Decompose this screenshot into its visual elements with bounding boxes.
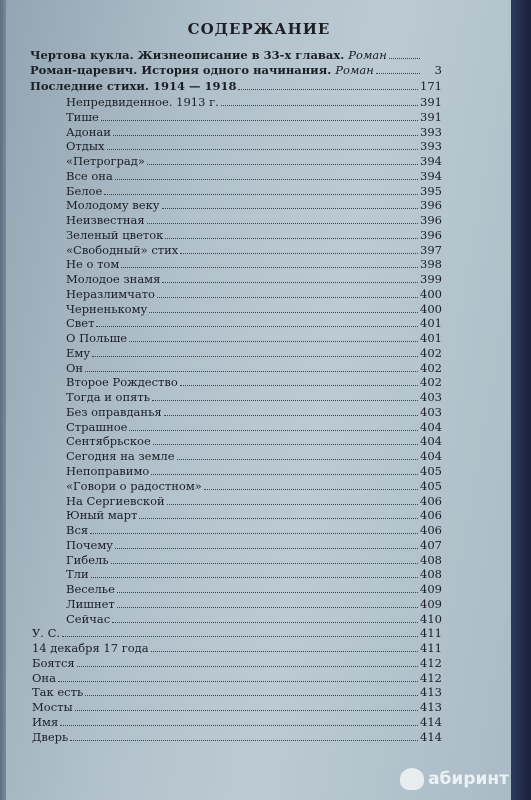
dot-leader [147, 222, 418, 224]
dot-leader [107, 148, 419, 150]
dot-leader [151, 650, 418, 652]
toc-entry-title: Непредвиденное. 1913 г. [66, 95, 219, 109]
toc-page-number: 410 [420, 611, 442, 626]
toc-entry-title: Второе Рождество [66, 375, 178, 390]
toc-page-number: 413 [420, 700, 442, 715]
toc-entry [32, 626, 442, 640]
dot-leader [62, 635, 418, 637]
toc-entry-title: Мосты [32, 700, 73, 715]
toc-entry-title: Адонаи [66, 124, 111, 139]
toc-entry [32, 685, 442, 699]
dot-leader [92, 355, 418, 357]
toc-entry-title: Лишнет [66, 596, 115, 611]
toc-page-number: 404 [420, 419, 442, 434]
dot-leader [77, 665, 418, 667]
toc-page-number: 400 [420, 301, 442, 316]
toc-entry [66, 612, 442, 626]
toc-entry-title: Так есть [32, 685, 84, 700]
toc-page-number: 413 [420, 685, 442, 700]
toc-entry [66, 434, 442, 448]
toc-entry-title: Тли [66, 567, 89, 582]
dot-leader [115, 547, 418, 549]
toc-page-number: 408 [420, 552, 442, 567]
toc-entry-title: Неразлимчато [66, 286, 155, 301]
toc-entry [66, 169, 442, 183]
toc-entry [66, 508, 442, 522]
toc-entry-title: Последние стихи. 1914 — 1918 [30, 79, 237, 93]
toc-entry [30, 48, 442, 62]
toc-entry-title: Молодое знамя [66, 272, 161, 287]
toc-page-number: 411 [420, 641, 442, 656]
toc-entry-title: Ему [66, 345, 91, 360]
toc-page-number: 396 [420, 227, 442, 242]
toc-page-number: 409 [420, 582, 442, 597]
dot-leader [147, 163, 418, 165]
toc-entry [66, 479, 442, 493]
toc-page-number: 414 [420, 729, 442, 744]
dot-leader [162, 207, 419, 209]
dot-leader [58, 680, 418, 682]
toc-page-number: 391 [420, 95, 442, 109]
toc-page-number: 406 [420, 493, 442, 508]
dot-leader [165, 237, 418, 239]
toc-entry-title: Роман-царевич. История одного начинания. [30, 63, 332, 77]
dot-leader [157, 296, 418, 298]
dot-leader [149, 311, 418, 313]
toc-entry-title: 14 декабря 17 года [32, 641, 149, 656]
toc-page-number: 171 [420, 79, 442, 93]
toc-entry [66, 302, 442, 316]
dot-leader [129, 340, 418, 342]
toc-entry [66, 287, 442, 301]
toc-entry [66, 331, 442, 345]
toc-entry [32, 641, 442, 655]
dot-leader [153, 443, 418, 445]
toc-entry [66, 184, 442, 198]
toc-entry [66, 361, 442, 375]
dot-leader [101, 119, 418, 121]
toc-entry-title: Боятся [32, 655, 75, 670]
toc-page-number: 405 [420, 478, 442, 493]
toc-page-number: 406 [420, 523, 442, 538]
toc-entry-title: Свет [66, 316, 95, 331]
toc-entry [32, 671, 442, 685]
toc-entry [66, 390, 442, 404]
dot-leader [113, 134, 418, 136]
toc-page-number: 409 [420, 596, 442, 611]
toc-entry-title: Все она [66, 168, 113, 183]
toc-page-number: 412 [420, 670, 442, 685]
toc-page-number: 402 [420, 375, 442, 390]
dot-leader [376, 72, 420, 74]
toc-entry-title: Она [32, 670, 56, 685]
toc-entry-title: Сейчас [66, 611, 111, 626]
toc-page-number: 400 [420, 286, 442, 301]
toc-page-number: 393 [420, 139, 442, 154]
toc-page-number: 405 [420, 464, 442, 478]
toc-page-number: 401 [420, 316, 442, 331]
dot-leader [151, 473, 418, 475]
dot-leader [115, 178, 418, 180]
toc-entry [32, 656, 442, 670]
dot-leader [91, 576, 418, 578]
toc-entry [66, 316, 442, 330]
toc-entry-title: Сентябрьское [66, 434, 151, 449]
dot-leader [167, 503, 418, 505]
toc-page-number: 393 [420, 124, 442, 139]
dot-leader [139, 517, 418, 519]
toc-entry [66, 272, 442, 286]
toc-entry [66, 110, 442, 124]
dot-leader [204, 488, 418, 490]
toc-entry-title: Непоправимо [66, 464, 150, 478]
toc-entry-title: Черненькому [66, 301, 148, 316]
toc-entry-title: Без оправданья [66, 404, 162, 419]
toc-page-number: 403 [420, 390, 442, 405]
toc-entry [66, 154, 442, 168]
toc-entry-title: Страшное [66, 419, 128, 434]
toc-entry-title: Почему [66, 537, 114, 552]
toc-entry [66, 449, 442, 463]
toc-entry [66, 198, 442, 212]
dot-leader [152, 399, 418, 401]
toc-page-number: 395 [420, 183, 442, 198]
watermark [400, 768, 509, 790]
toc-page-number: 412 [420, 655, 442, 670]
dot-leader [238, 88, 418, 90]
dot-leader [180, 384, 418, 386]
dot-leader [221, 104, 418, 106]
dot-leader [104, 193, 418, 195]
dot-leader [121, 266, 418, 268]
toc-entry [66, 257, 442, 271]
toc-entry-title: Сегодня на земле [66, 449, 175, 464]
toc-entry-title: Не о том [66, 257, 120, 272]
toc-entry [32, 715, 442, 729]
dot-leader [164, 414, 418, 416]
toc-entry-title: Юный март [66, 508, 138, 523]
toc-page-number: 403 [420, 404, 442, 419]
toc-entry-title: «Свободный» стих [66, 242, 179, 257]
toc-entry [66, 346, 442, 360]
dot-leader [129, 429, 418, 431]
toc-entry-title: Веселье [66, 582, 115, 597]
toc-page-number: 402 [420, 360, 442, 375]
toc-page-number: 406 [420, 508, 442, 523]
toc-entry-title: Дверь [32, 729, 69, 744]
toc-entry [66, 405, 442, 419]
toc-entry-title: Неизвестная [66, 213, 145, 228]
toc-entry-title: Белое [66, 183, 103, 198]
toc-page-number: 391 [420, 109, 442, 124]
toc-entry-genre: Роман [335, 63, 374, 77]
toc-entry [66, 582, 442, 596]
toc-entry-title: Вся [66, 523, 89, 538]
dot-leader [60, 724, 418, 726]
toc-entry [66, 597, 442, 611]
toc-page-number: 394 [420, 154, 442, 169]
toc-entry [66, 95, 442, 109]
toc-entry [32, 700, 442, 714]
labirint-logo-icon [400, 768, 424, 790]
toc-page-number: 401 [420, 331, 442, 346]
toc-entry [66, 523, 442, 537]
dot-leader [96, 325, 418, 327]
toc-page-number: 3 [434, 63, 442, 77]
toc-entry-title: «Говори о радостном» [66, 478, 202, 493]
dot-leader [85, 694, 418, 696]
toc-entry-title: Зеленый цветок [66, 227, 164, 242]
toc-entry-title: Чертова кукла. Жизнеописание в 33-х главах. [30, 48, 345, 62]
page-title: СОДЕРЖАНИЕ [187, 20, 331, 38]
toc-entry [30, 79, 442, 93]
toc-page-number: 402 [420, 345, 442, 360]
toc-entry [66, 494, 442, 508]
toc-entry [66, 228, 442, 242]
toc-entry [66, 553, 442, 567]
dot-leader [389, 57, 420, 59]
toc-entry-title: На Сергиевской [66, 493, 165, 508]
toc-entry-title: Молодому веку [66, 198, 160, 213]
toc-entry-genre: Роман [348, 48, 387, 62]
toc-entry [66, 375, 442, 389]
toc-entry [66, 538, 442, 552]
dot-leader [117, 606, 418, 608]
toc-page-number: 404 [420, 434, 442, 449]
toc-page-number: 394 [420, 168, 442, 183]
toc-entry-title: Тише [66, 109, 99, 124]
toc-entry-title: Он [66, 360, 84, 375]
toc-page-number: 404 [420, 449, 442, 464]
toc-entry [66, 213, 442, 227]
toc-entry-title: У. С. [32, 626, 61, 641]
toc-entry-title: Имя [32, 714, 59, 729]
dot-leader [90, 532, 418, 534]
book-page [6, 0, 512, 800]
toc-page-number: 399 [420, 272, 442, 287]
dot-leader [111, 562, 418, 564]
toc-entry-title: «Петроград» [66, 154, 145, 169]
toc-entry-title: Отдых [66, 139, 105, 154]
toc-entry-title: О Польше [66, 331, 128, 346]
toc-page-number: 396 [420, 213, 442, 228]
toc-page-number: 397 [420, 242, 442, 257]
book-cover-edge [511, 0, 531, 800]
toc-entry [30, 63, 442, 77]
dot-leader [180, 252, 418, 254]
toc-entry [66, 243, 442, 257]
toc-page-number: 407 [420, 537, 442, 552]
toc-entry-title: Гибель [66, 552, 109, 567]
dot-leader [112, 621, 418, 623]
toc-page-number: 408 [420, 567, 442, 582]
toc-page-number: 414 [420, 714, 442, 729]
toc-entry [32, 730, 442, 744]
dot-leader [75, 709, 418, 711]
toc-entry-title: Тогда и опять [66, 390, 150, 405]
toc-entry [66, 125, 442, 139]
toc-page-number: 396 [420, 198, 442, 213]
toc-entry [66, 464, 442, 478]
dot-leader [162, 281, 418, 283]
dot-leader [85, 370, 418, 372]
toc-entry [66, 420, 442, 434]
dot-leader [70, 739, 418, 741]
toc-page-number: 398 [420, 257, 442, 272]
toc-page-number: 411 [420, 626, 442, 641]
dot-leader [177, 458, 419, 460]
toc-entry [66, 567, 442, 581]
toc-entry [66, 139, 442, 153]
watermark-text: абиринт [428, 769, 509, 789]
dot-leader [117, 591, 418, 593]
